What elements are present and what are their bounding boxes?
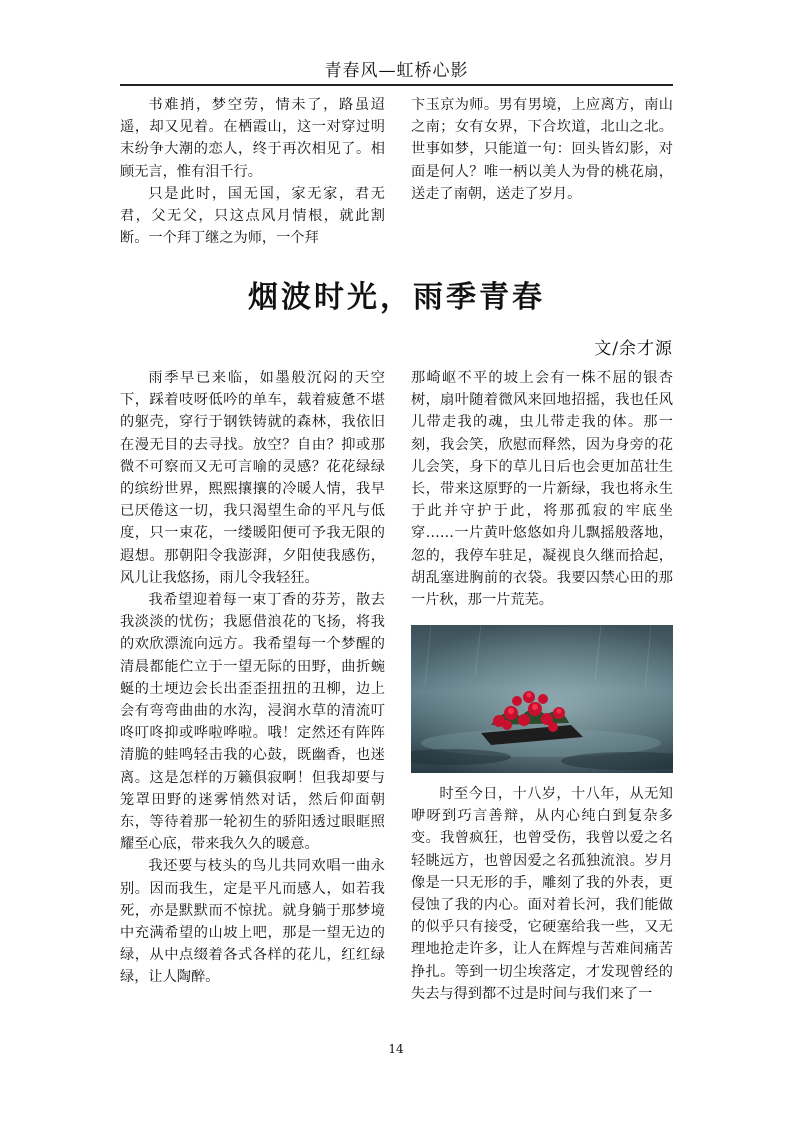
running-header: 青春风—虹桥心影 [324, 61, 469, 81]
paragraph: 时至今日，十八岁，十八年，从无知咿呀到巧言善辩，从内心纯白到复杂多变。我曾疯狂，也曾受伤，我曾以爱之名轻眺远方，也曾因爱之名孤独流浪。岁月像是一只无形的手，雕刻了我的外表，更侵蚀了我的内心。面对着长河，我们能做的似乎只有接受，它硬塞给我一些，又无理地抢走许多，让人在辉煌与苦难间痛苦挣扎。等到一切尘埃落定，才发现曾经的失去与得到都不过是时间与我们来了一 [411, 786, 673, 1002]
paragraph: 我希望迎着每一束丁香的芬芳，散去我淡淡的忧伤；我愿借浪花的飞扬，将我的欢欣漂流向远方。我希望每一个梦醒的清晨都能伫立于一望无际的田野，曲折蜿蜒的土埂边会长出歪歪扭扭的丑柳，边上会有弯弯曲曲的水沟，浸润水草的清流叮咚叮咚抑或哗啦哗啦。哦！定然还有阵阵清脆的蛙鸣轻击我的心鼓，既幽香，也迷离。这是怎样的万籁俱寂啊！但我却要与笼罩田野的迷雾悄然对话，然后仰面朝东，等待着那一轮初生的骄阳透过眼眶照耀至心底，带来我久久的暖意。 [120, 592, 385, 853]
paragraph: 那崎岖不平的坡上会有一株不屈的银杏树，扇叶随着微风来回地招摇，我也任风儿带走我的魂，虫儿带走我的体。那一刻，我会笑，欣慰而释然，因为身旁的花儿会笑，身下的草儿日后也会更加茁壮生长，带来这原野的一片新绿，我也将永生于此并守护于此，将那孤寂的牢底坐穿……一片黄叶悠悠如舟儿飘摇般落地，忽的，我停车驻足，凝视良久继而拾起，胡乱塞进胸前的衣袋。我要囚禁心田的那一片秋，那一片荒芜。 [411, 370, 673, 609]
article-byline: 文/余才源 [594, 339, 673, 359]
header-rule [120, 84, 673, 86]
paragraph: 雨季早已来临，如墨般沉闷的天空下，踩着吱呀低吟的单车，载着疲惫不堪的躯壳，穿行于钢铁铸就的森林，我依旧在漫无目的去寻找。放空？自由？抑或那微不可察而又无可言喻的灵感？花花绿绿的缤纷世界，熙熙攘攘的冷暖人情，我早已厌倦这一切，我只渴望生命的平凡与低度，只一束花，一缕暖阳便可予我无限的遐想。那朝阳令我澎湃，夕阳使我感伤，风儿让我悠扬，雨儿令我轻狂。 [120, 370, 385, 586]
article-left-column [120, 367, 385, 989]
paragraph: 卞玉京为师。男有男境，上应离方，南山之南；女有女界，下合坎道，北山之北。世事如梦，只能道一句：回头皆幻影，对面是何人？唯一柄以美人为骨的桃花扇，送走了南朝，送走了岁月。 [411, 97, 673, 202]
paragraph: 书难捎，梦空劳，情未了，路虽迢遥，却又见着。在栖霞山，这一对穿过明末纷争大潮的恋人，终于再次相见了。相顾无言，惟有泪千行。 [120, 97, 385, 180]
article-right-column-top [411, 367, 673, 611]
paragraph: 只是此时，国无国，家无家，君无君，父无父，只这点风月情根，就此割断。一个拜丁继之为师，一个拜 [120, 185, 385, 247]
article-photo [411, 625, 673, 773]
previous-article-left-column [120, 94, 385, 249]
previous-article-right-column [411, 94, 673, 205]
flowers-on-wet-ground-icon [411, 625, 673, 773]
paragraph: 我还要与枝头的鸟儿共同欢唱一曲永别。因而我生，定是平凡而感人，如若我死，亦是默默而不惊扰。就身躺于那梦境中充满希望的山坡上吧，那是一望无边的绿，从中点缀着各式各样的花儿，红红绿绿，让人陶醉。 [120, 858, 385, 986]
article-right-column-bottom [411, 783, 673, 1005]
article-title: 烟波时光，雨季青春 [248, 280, 545, 315]
page-number: 14 [388, 1042, 404, 1056]
